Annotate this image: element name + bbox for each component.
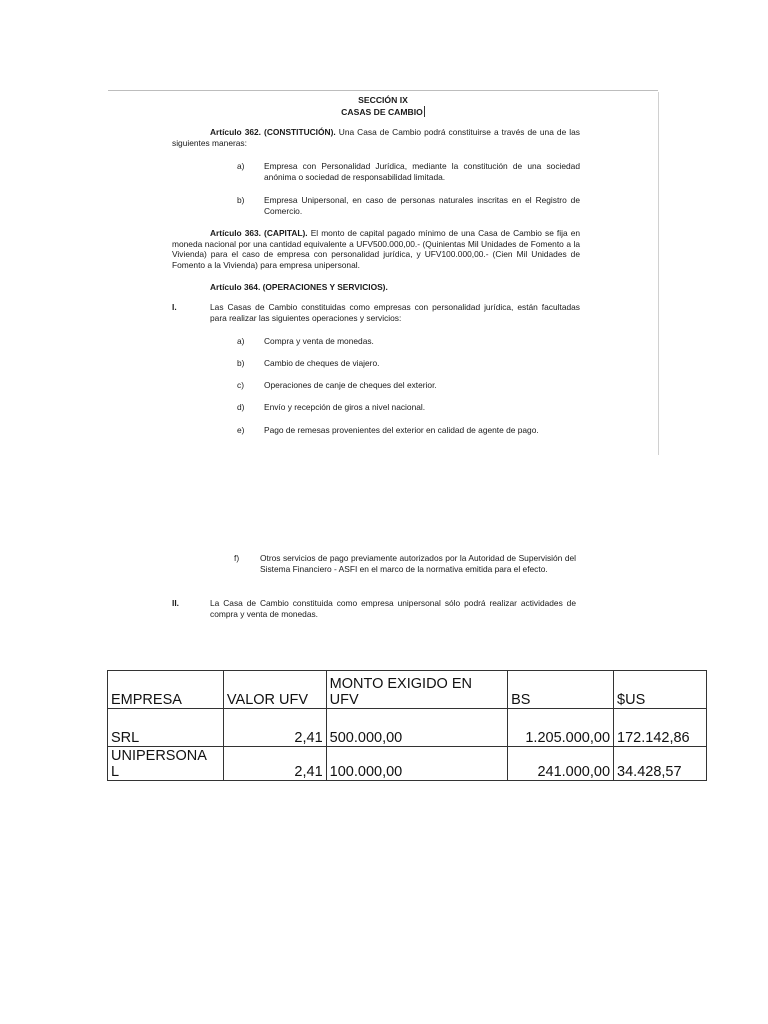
header-us: $US — [614, 671, 707, 709]
item-label: b) — [237, 358, 245, 368]
list-item: Pago de remesas provenientes del exterior en calidad de agente de pago. — [264, 425, 539, 435]
section-II-label: II. — [172, 598, 179, 608]
cell-us: 34.428,57 — [614, 747, 707, 781]
item-label: a) — [237, 161, 245, 171]
list-item: Empresa con Personalidad Jurídica, mediante la constitución de una sociedad anónima o sociedad de responsabilidad limitada. — [264, 161, 580, 182]
item-label: d) — [237, 402, 245, 412]
cell-monto: 100.000,00 — [326, 747, 507, 781]
article-363 — [172, 228, 580, 270]
item-label: c) — [237, 380, 244, 390]
section-subtitle — [108, 106, 658, 117]
list-item: Empresa Unipersonal, en caso de personas naturales inscritas en el Registro de Comercio. — [264, 195, 580, 216]
section-II-text: La Casa de Cambio constituida como empresa unipersonal sólo podrá realizar actividades de compra y venta de monedas. — [210, 598, 576, 619]
cell-valor-ufv: 2,41 — [223, 709, 326, 747]
ufv-table — [107, 670, 707, 781]
list-item: Operaciones de canje de cheques del exterior. — [264, 380, 437, 390]
header-empresa: EMPRESA — [108, 671, 224, 709]
list-item: Compra y venta de monedas. — [264, 336, 374, 346]
cell-valor-ufv: 2,41 — [223, 747, 326, 781]
table-row — [108, 747, 707, 781]
item-label: f) — [234, 553, 240, 563]
article-363-text: El monto de capital pagado mínimo de una Casa de Cambio se fija en moneda nacional por una cantidad equivalente a UFV500.000,00.- (Quinientas Mil Unidades de Fomento a la Vivienda) para el caso de empresa con personalidad jurídica, y UFV100.000,00.- (Cien Mil Unidades de Fomento a la Vivienda) para empresa unipersonal. — [172, 228, 581, 270]
list-item: Otros servicios de pago previamente autorizados por la Autoridad de Supervisión del Sistema Financiero - ASFI en el marco de la normativa emitida para el efecto. — [260, 553, 576, 574]
list-item: Cambio de cheques de viajero. — [264, 358, 380, 368]
table-header-row — [108, 671, 707, 709]
item-label: b) — [237, 195, 245, 205]
article-362-text: Una Casa de Cambio podrá constituirse a través de una de las siguientes maneras: — [172, 127, 580, 148]
article-362-heading: Artículo 362. (CONSTITUCIÓN). — [210, 127, 336, 137]
article-363-heading: Artículo 363. (CAPITAL). — [210, 228, 308, 238]
header-monto — [326, 671, 507, 709]
header-monto-line2: UFV — [329, 692, 359, 708]
cell-empresa-line1: UNIPERSONA — [111, 748, 207, 764]
scan-edge — [658, 92, 659, 455]
cell-empresa: SRL — [108, 709, 224, 747]
cell-bs: 1.205.000,00 — [508, 709, 614, 747]
cell-us: 172.142,86 — [614, 709, 707, 747]
header-valor-ufv: VALOR UFV — [223, 671, 326, 709]
section-title: SECCIÓN IX — [358, 95, 408, 105]
list-item: Envío y recepción de giros a nivel nacional. — [264, 402, 426, 412]
article-364-heading: Artículo 364. (OPERACIONES Y SERVICIOS). — [210, 282, 388, 292]
section-I-text: Las Casas de Cambio constituidas como empresas con personalidad jurídica, están facultadas para realizar las siguientes operaciones y servicios: — [210, 302, 580, 323]
cell-bs: 241.000,00 — [508, 747, 614, 781]
article-362 — [172, 127, 580, 148]
header-bs: BS — [508, 671, 614, 709]
cell-monto: 500.000,00 — [326, 709, 507, 747]
item-label: a) — [237, 336, 245, 346]
section-I-label: I. — [172, 302, 177, 312]
item-label: e) — [237, 425, 245, 435]
header-monto-line1: MONTO EXIGIDO EN — [329, 676, 472, 692]
text-cursor — [424, 106, 425, 117]
cell-empresa — [108, 747, 224, 781]
section-subtitle-text: CASAS DE CAMBIO — [341, 107, 423, 117]
cell-empresa-line2: L — [111, 764, 120, 780]
table-row — [108, 709, 707, 747]
